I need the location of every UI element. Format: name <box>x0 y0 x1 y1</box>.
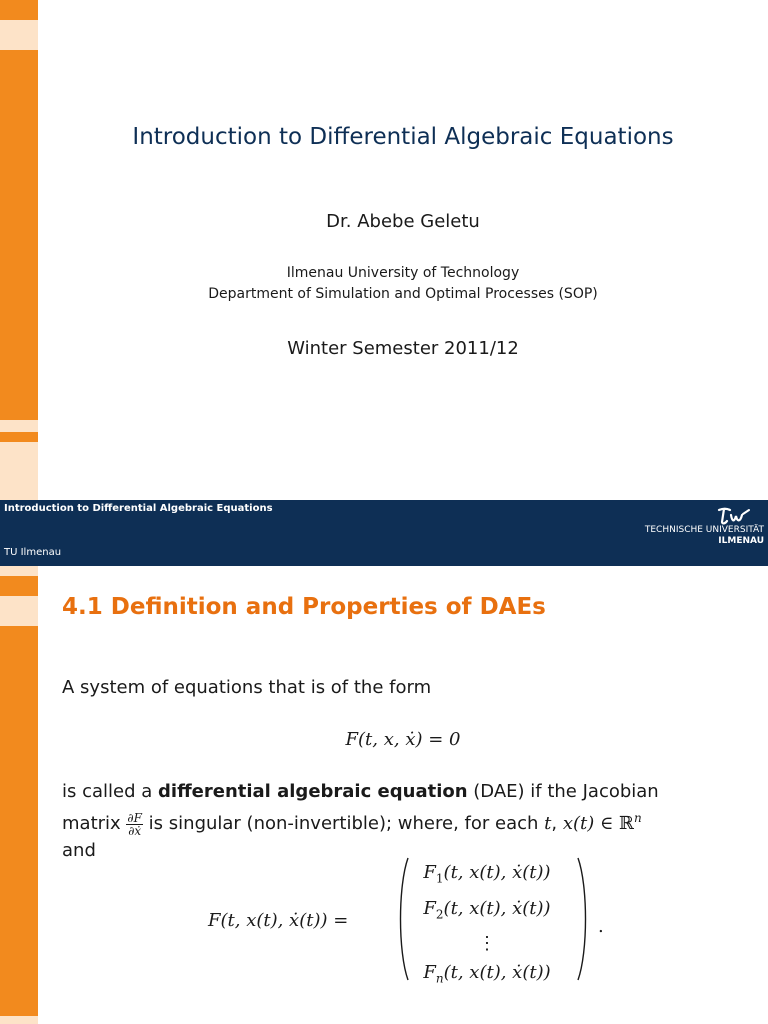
left-strip-segment <box>0 20 38 50</box>
footer-bar <box>0 500 768 566</box>
semester-date: Winter Semester 2011/12 <box>287 338 519 359</box>
definition-text: matrix <box>62 813 121 834</box>
definition-paragraph <box>62 778 752 864</box>
vector-components <box>406 858 568 994</box>
real-numbers-symbol: ℝ <box>619 813 634 834</box>
institution <box>38 263 768 305</box>
var-t: t <box>544 813 552 834</box>
logo-text-line1: TECHNISCHE UNIVERSITÄT <box>644 525 764 535</box>
left-strip-segment <box>0 0 38 20</box>
definition-text: , <box>551 813 563 834</box>
dae-term: differential algebraic equation <box>158 781 468 802</box>
footer-title: Introduction to Differential Algebraic Equations <box>4 503 273 514</box>
definition-text: is called a <box>62 781 159 802</box>
definition-text: (DAE) if the Jacobian <box>467 781 659 802</box>
footer-institute: TU Ilmenau <box>4 547 62 558</box>
row-subscript: n <box>435 971 444 986</box>
row-function: F <box>423 897 436 919</box>
section-heading: 4.1 Definition and Properties of DAEs <box>62 594 546 620</box>
exponent-n: n <box>634 811 642 825</box>
definition-text: is singular (non-invertible); where, for each <box>142 813 545 834</box>
row-subscript: 1 <box>435 871 444 886</box>
vector-row <box>406 894 568 930</box>
logo-text-line2: ILMENAU <box>718 536 764 546</box>
jacobian-fraction <box>126 812 143 837</box>
equation-period: . <box>598 916 604 937</box>
xt-in-R: x(t) ∈ <box>562 813 620 834</box>
slide-title: Introduction to Differential Algebraic Equations <box>132 124 674 150</box>
title-slide <box>38 0 768 500</box>
vector-row <box>406 858 568 894</box>
vdots-symbol: ⋮ <box>478 933 496 955</box>
institution-line: Ilmenau University of Technology <box>286 265 520 281</box>
definition-text: and <box>62 840 96 861</box>
vector-row <box>406 958 568 994</box>
tu-ilmenau-logo-icon <box>716 507 752 525</box>
left-strip-segment <box>0 596 38 626</box>
left-strip-segment <box>0 576 38 596</box>
right-paren-icon <box>576 856 590 982</box>
left-strip-segment <box>0 626 38 1016</box>
university-logo <box>624 507 764 547</box>
row-args: (t, x(t), ẋ(t)) <box>443 862 551 883</box>
dae-equation: F(t, x, ẋ) = 0 <box>345 729 461 750</box>
left-strip-segment <box>0 420 38 432</box>
fraction-numerator: ∂F <box>127 810 142 825</box>
row-function: F <box>423 962 436 984</box>
left-strip-segment <box>0 442 38 500</box>
fraction-denominator: ∂ẋ <box>128 823 142 838</box>
left-strip-segment <box>0 432 38 442</box>
vector-row <box>406 929 568 958</box>
row-args: (t, x(t), ẋ(t)) <box>443 962 551 984</box>
author-name: Dr. Abebe Geletu <box>326 211 480 232</box>
left-strip-segment <box>0 1016 38 1024</box>
vector-lhs: F(t, x(t), ẋ(t)) = <box>208 910 349 931</box>
row-args: (t, x(t), ẋ(t)) <box>443 897 551 919</box>
intro-paragraph: A system of equations that is of the form <box>62 677 432 698</box>
content-slide <box>38 566 768 1024</box>
left-strip-segment <box>0 50 38 420</box>
row-subscript: 2 <box>435 907 444 922</box>
department-line: Department of Simulation and Optimal Processes (SOP) <box>208 286 598 302</box>
left-strip-segment <box>0 566 38 576</box>
row-function: F <box>423 862 436 883</box>
